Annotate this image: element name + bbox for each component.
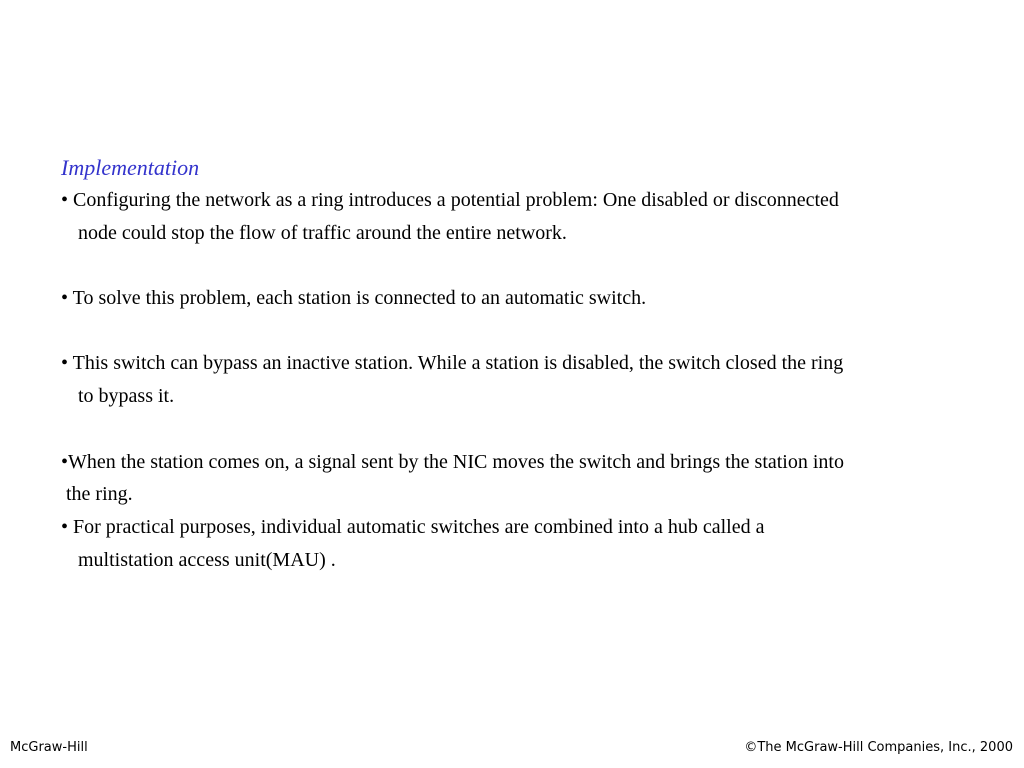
spacer	[61, 315, 1001, 348]
slide-content	[61, 152, 1001, 576]
footer-publisher: McGraw-Hill	[10, 740, 88, 755]
bullet-3-line-1: • This switch can bypass an inactive station. While a station is disabled, the switch closed the ring	[61, 352, 844, 375]
bullet-4-line-1: •When the station comes on, a signal sent by the NIC moves the switch and brings the station into	[61, 450, 844, 473]
spacer	[61, 249, 1001, 282]
bullet-1-line-1: • Configuring the network as a ring introduces a potential problem: One disabled or disconnected	[61, 189, 839, 211]
bullet-4-line-2: the ring.	[66, 483, 133, 506]
bullet-5-line-2: multistation access unit(MAU) .	[78, 548, 336, 571]
bullet-1-line-2: node could stop the flow of traffic around the entire network.	[78, 221, 567, 244]
spacer	[61, 413, 1001, 446]
bullet-5-line-1: • For practical purposes, individual automatic switches are combined into a hub called a	[61, 515, 765, 538]
footer-copyright: ©The McGraw-Hill Companies, Inc., 2000	[744, 740, 1013, 755]
bullet-2-line-1: • To solve this problem, each station is connected to an automatic switch.	[61, 287, 647, 310]
slide-heading: Implementation	[61, 155, 200, 180]
bullet-3-line-2: to bypass it.	[78, 385, 175, 408]
